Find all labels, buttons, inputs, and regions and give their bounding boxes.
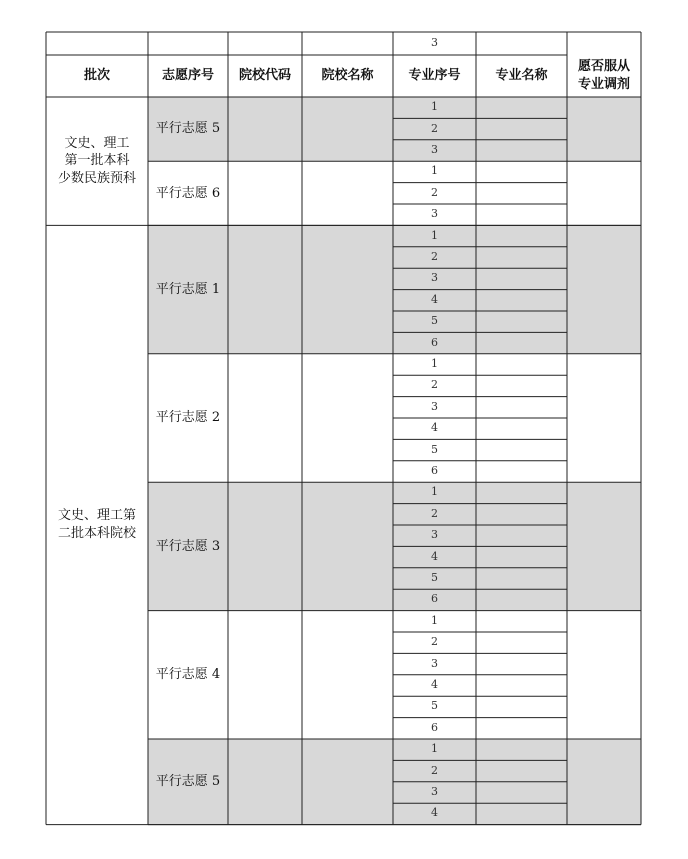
major-number: 5 <box>431 699 438 713</box>
batch-name: 文史、理工 第一批本科 少数民族预科 <box>57 135 136 186</box>
volunteer-label: 平行志愿 3 <box>155 538 221 554</box>
header-major-name: 专业名称 <box>495 68 548 84</box>
major-number: 3 <box>431 271 438 285</box>
major-number: 4 <box>431 549 438 563</box>
major-number: 6 <box>431 335 438 349</box>
volunteer-label: 平行志愿 6 <box>155 185 221 201</box>
major-number: 2 <box>431 506 438 520</box>
major-number: 1 <box>431 164 438 178</box>
header-batch: 批次 <box>83 68 110 84</box>
major-number: 2 <box>431 121 438 135</box>
header-school-name: 院校名称 <box>321 68 374 84</box>
major-number: 2 <box>431 250 438 264</box>
volunteer-label: 平行志愿 4 <box>155 667 221 683</box>
major-number: 5 <box>431 571 438 585</box>
major-number: 1 <box>431 228 438 242</box>
major-number: 5 <box>431 442 438 456</box>
continuation-major-number: 3 <box>431 36 438 50</box>
major-number: 1 <box>431 357 438 371</box>
major-number: 1 <box>431 100 438 114</box>
major-number: 2 <box>431 635 438 649</box>
volunteer-label: 平行志愿 2 <box>155 410 221 426</box>
major-number: 3 <box>431 656 438 670</box>
major-number: 6 <box>431 464 438 478</box>
major-number: 2 <box>431 378 438 392</box>
major-number: 2 <box>431 763 438 777</box>
batch-name: 文史、理工第 二批本科院校 <box>57 508 136 541</box>
volunteer-label: 平行志愿 5 <box>155 774 221 790</box>
major-number: 1 <box>431 613 438 627</box>
header-school-code: 院校代码 <box>238 68 291 84</box>
major-number: 5 <box>431 314 438 328</box>
major-number: 4 <box>431 806 438 820</box>
major-number: 1 <box>431 485 438 499</box>
major-number: 4 <box>431 292 438 306</box>
volunteer-label: 平行志愿 5 <box>155 121 221 137</box>
major-number: 3 <box>431 399 438 413</box>
major-number: 6 <box>431 720 438 734</box>
major-number: 4 <box>431 678 438 692</box>
header-adjust: 愿否服从 专业调剂 <box>577 59 630 92</box>
header-volunteer-no: 志愿序号 <box>161 68 214 84</box>
header-major-no: 专业序号 <box>408 68 461 84</box>
major-number: 2 <box>431 185 438 199</box>
major-number: 4 <box>431 421 438 435</box>
major-number: 3 <box>431 143 438 157</box>
major-number: 3 <box>431 785 438 799</box>
major-number: 6 <box>431 592 438 606</box>
major-number: 1 <box>431 742 438 756</box>
major-number: 3 <box>431 528 438 542</box>
major-number: 3 <box>431 207 438 221</box>
volunteer-label: 平行志愿 1 <box>155 281 221 297</box>
